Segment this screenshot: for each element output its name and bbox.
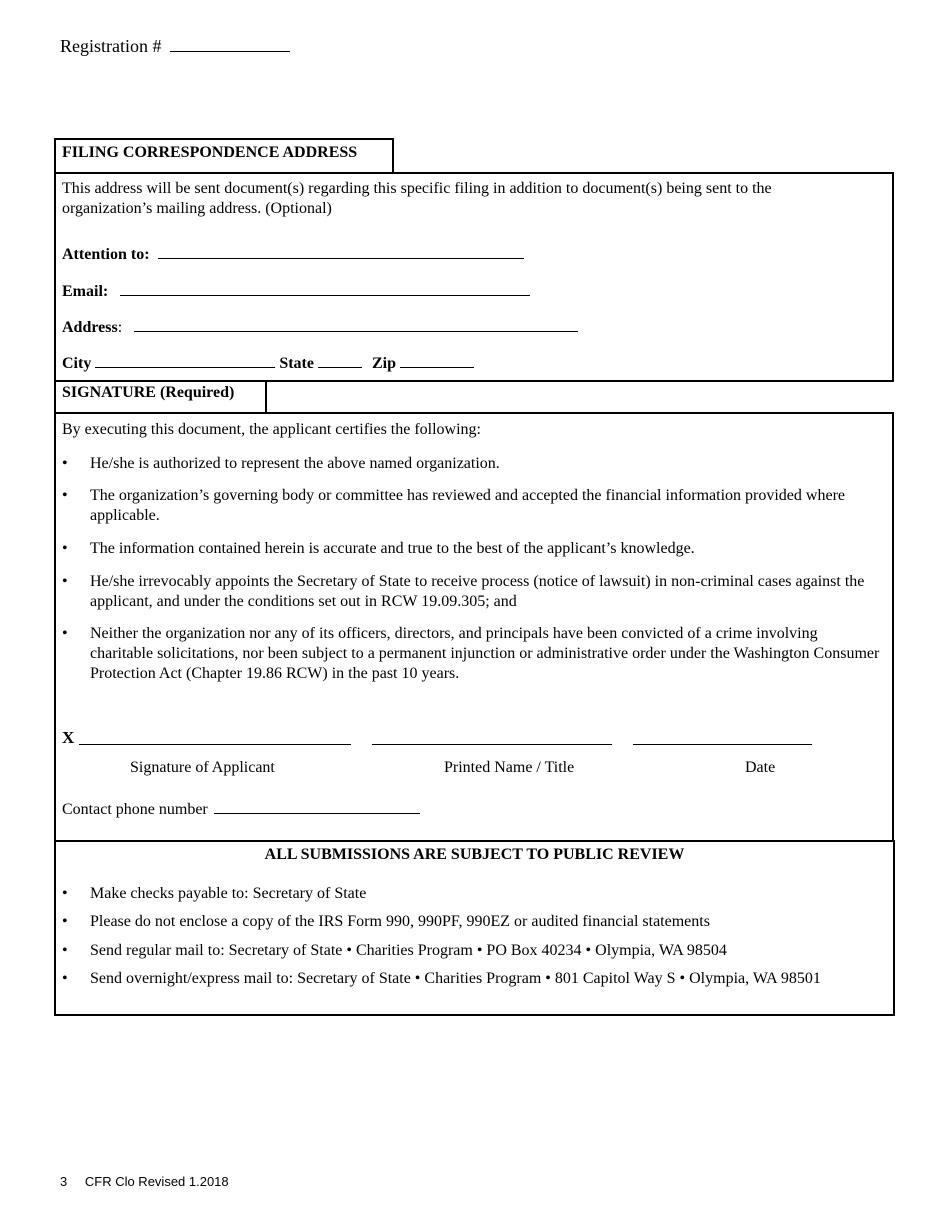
cert-text: He/she irrevocably appoints the Secretary of State to receive process (notice of lawsuit) in non-criminal cases against the applicant, and under the conditions set out in RCW 19.09.305; and — [90, 573, 865, 610]
page-footer — [60, 1174, 229, 1189]
address-label: Address — [62, 319, 118, 336]
bullet-glyph: • — [62, 913, 68, 930]
registration-field — [60, 36, 290, 57]
instruction-item — [62, 884, 887, 906]
signature-line[interactable] — [79, 730, 351, 745]
address-input-line[interactable] — [134, 317, 578, 332]
address-colon: : — [117, 319, 123, 336]
bullet-glyph: • — [62, 885, 68, 902]
instruction-text: Make checks payable to: Secretary of State — [90, 885, 367, 902]
date-line[interactable] — [633, 730, 812, 745]
instruction-text: Please do not enclose a copy of the IRS Form 990, 990PF, 990EZ or audited financial statements — [90, 913, 710, 930]
cert-text: The information contained herein is accurate and true to the best of the applicant’s knowledge. — [90, 540, 695, 557]
address-row — [62, 317, 578, 337]
signature-intro: By executing this document, the applicant certifies the following: — [62, 421, 481, 438]
form-revision: CFR Clo Revised 1.2018 — [84, 1174, 229, 1189]
filing-description: This address will be sent document(s) regarding this specific filing in addition to document(s) being sent to the organization’s mailing address. (Optional) — [62, 180, 772, 217]
cert-item — [62, 539, 882, 561]
bullet-glyph: • — [62, 573, 68, 590]
signature-section-header — [54, 380, 267, 414]
email-input-line[interactable] — [120, 281, 530, 296]
instruction-item — [62, 969, 887, 991]
email-label: Email: — [62, 283, 109, 300]
zip-label: Zip — [371, 355, 396, 372]
signature-header-text: SIGNATURE (Required) — [62, 384, 235, 401]
bullet-glyph: • — [62, 942, 68, 959]
registration-input-line[interactable] — [170, 37, 290, 52]
instruction-item — [62, 912, 887, 934]
filing-section-header — [54, 138, 394, 174]
instruction-item — [62, 941, 887, 963]
cert-item — [62, 572, 882, 614]
cert-text: Neither the organization nor any of its officers, directors, and principals have been convicted of a crime involving charitable solicitations, nor been subject to a permanent injunction or administrative order under the Washington Consumer Protection Act (Chapter 19.86 RCW) in the past 10 years. — [90, 625, 880, 682]
city-label: City — [62, 355, 92, 372]
cert-item — [62, 486, 882, 528]
public-review-header: ALL SUBMISSIONS ARE SUBJECT TO PUBLIC REVIEW — [264, 846, 685, 863]
state-input-line[interactable] — [318, 353, 362, 368]
x-mark: X — [62, 728, 75, 747]
registration-label: Registration # — [60, 36, 162, 56]
bullet-glyph: • — [62, 540, 68, 557]
contact-phone-input-line[interactable] — [214, 799, 420, 814]
instruction-text: Send regular mail to: Secretary of State • Charities Program • PO Box 40234 • Olympia, WA 98504 — [90, 942, 727, 959]
cert-text: He/she is authorized to represent the above named organization. — [90, 455, 500, 472]
cert-item — [62, 624, 882, 686]
contact-phone-row — [62, 799, 420, 819]
bullet-glyph: • — [62, 970, 68, 987]
printed-name-line[interactable] — [372, 730, 612, 745]
attention-input-line[interactable] — [158, 244, 524, 259]
attention-row — [62, 244, 524, 264]
bullet-glyph: • — [62, 625, 68, 642]
instruction-text: Send overnight/express mail to: Secretary of State • Charities Program • 801 Capitol Way S • Olympia, WA 98501 — [90, 970, 821, 987]
signature-caption: Signature of Applicant — [130, 759, 275, 776]
printed-name-caption: Printed Name / Title — [444, 759, 575, 776]
contact-phone-label: Contact phone number — [62, 801, 208, 818]
city-state-zip-row — [62, 353, 474, 373]
bullet-glyph: • — [62, 455, 68, 472]
date-caption: Date — [745, 759, 776, 776]
email-row — [62, 281, 530, 301]
page-number: 3 — [60, 1174, 68, 1189]
filing-header-text: FILING CORRESPONDENCE ADDRESS — [62, 144, 358, 161]
cert-item — [62, 454, 882, 476]
cert-text: The organization’s governing body or committee has reviewed and accepted the financial information provided where applicable. — [90, 487, 845, 524]
bullet-glyph: • — [62, 487, 68, 504]
city-input-line[interactable] — [95, 353, 275, 368]
state-label: State — [279, 355, 314, 372]
attention-label: Attention to: — [62, 246, 150, 263]
zip-input-line[interactable] — [400, 353, 474, 368]
